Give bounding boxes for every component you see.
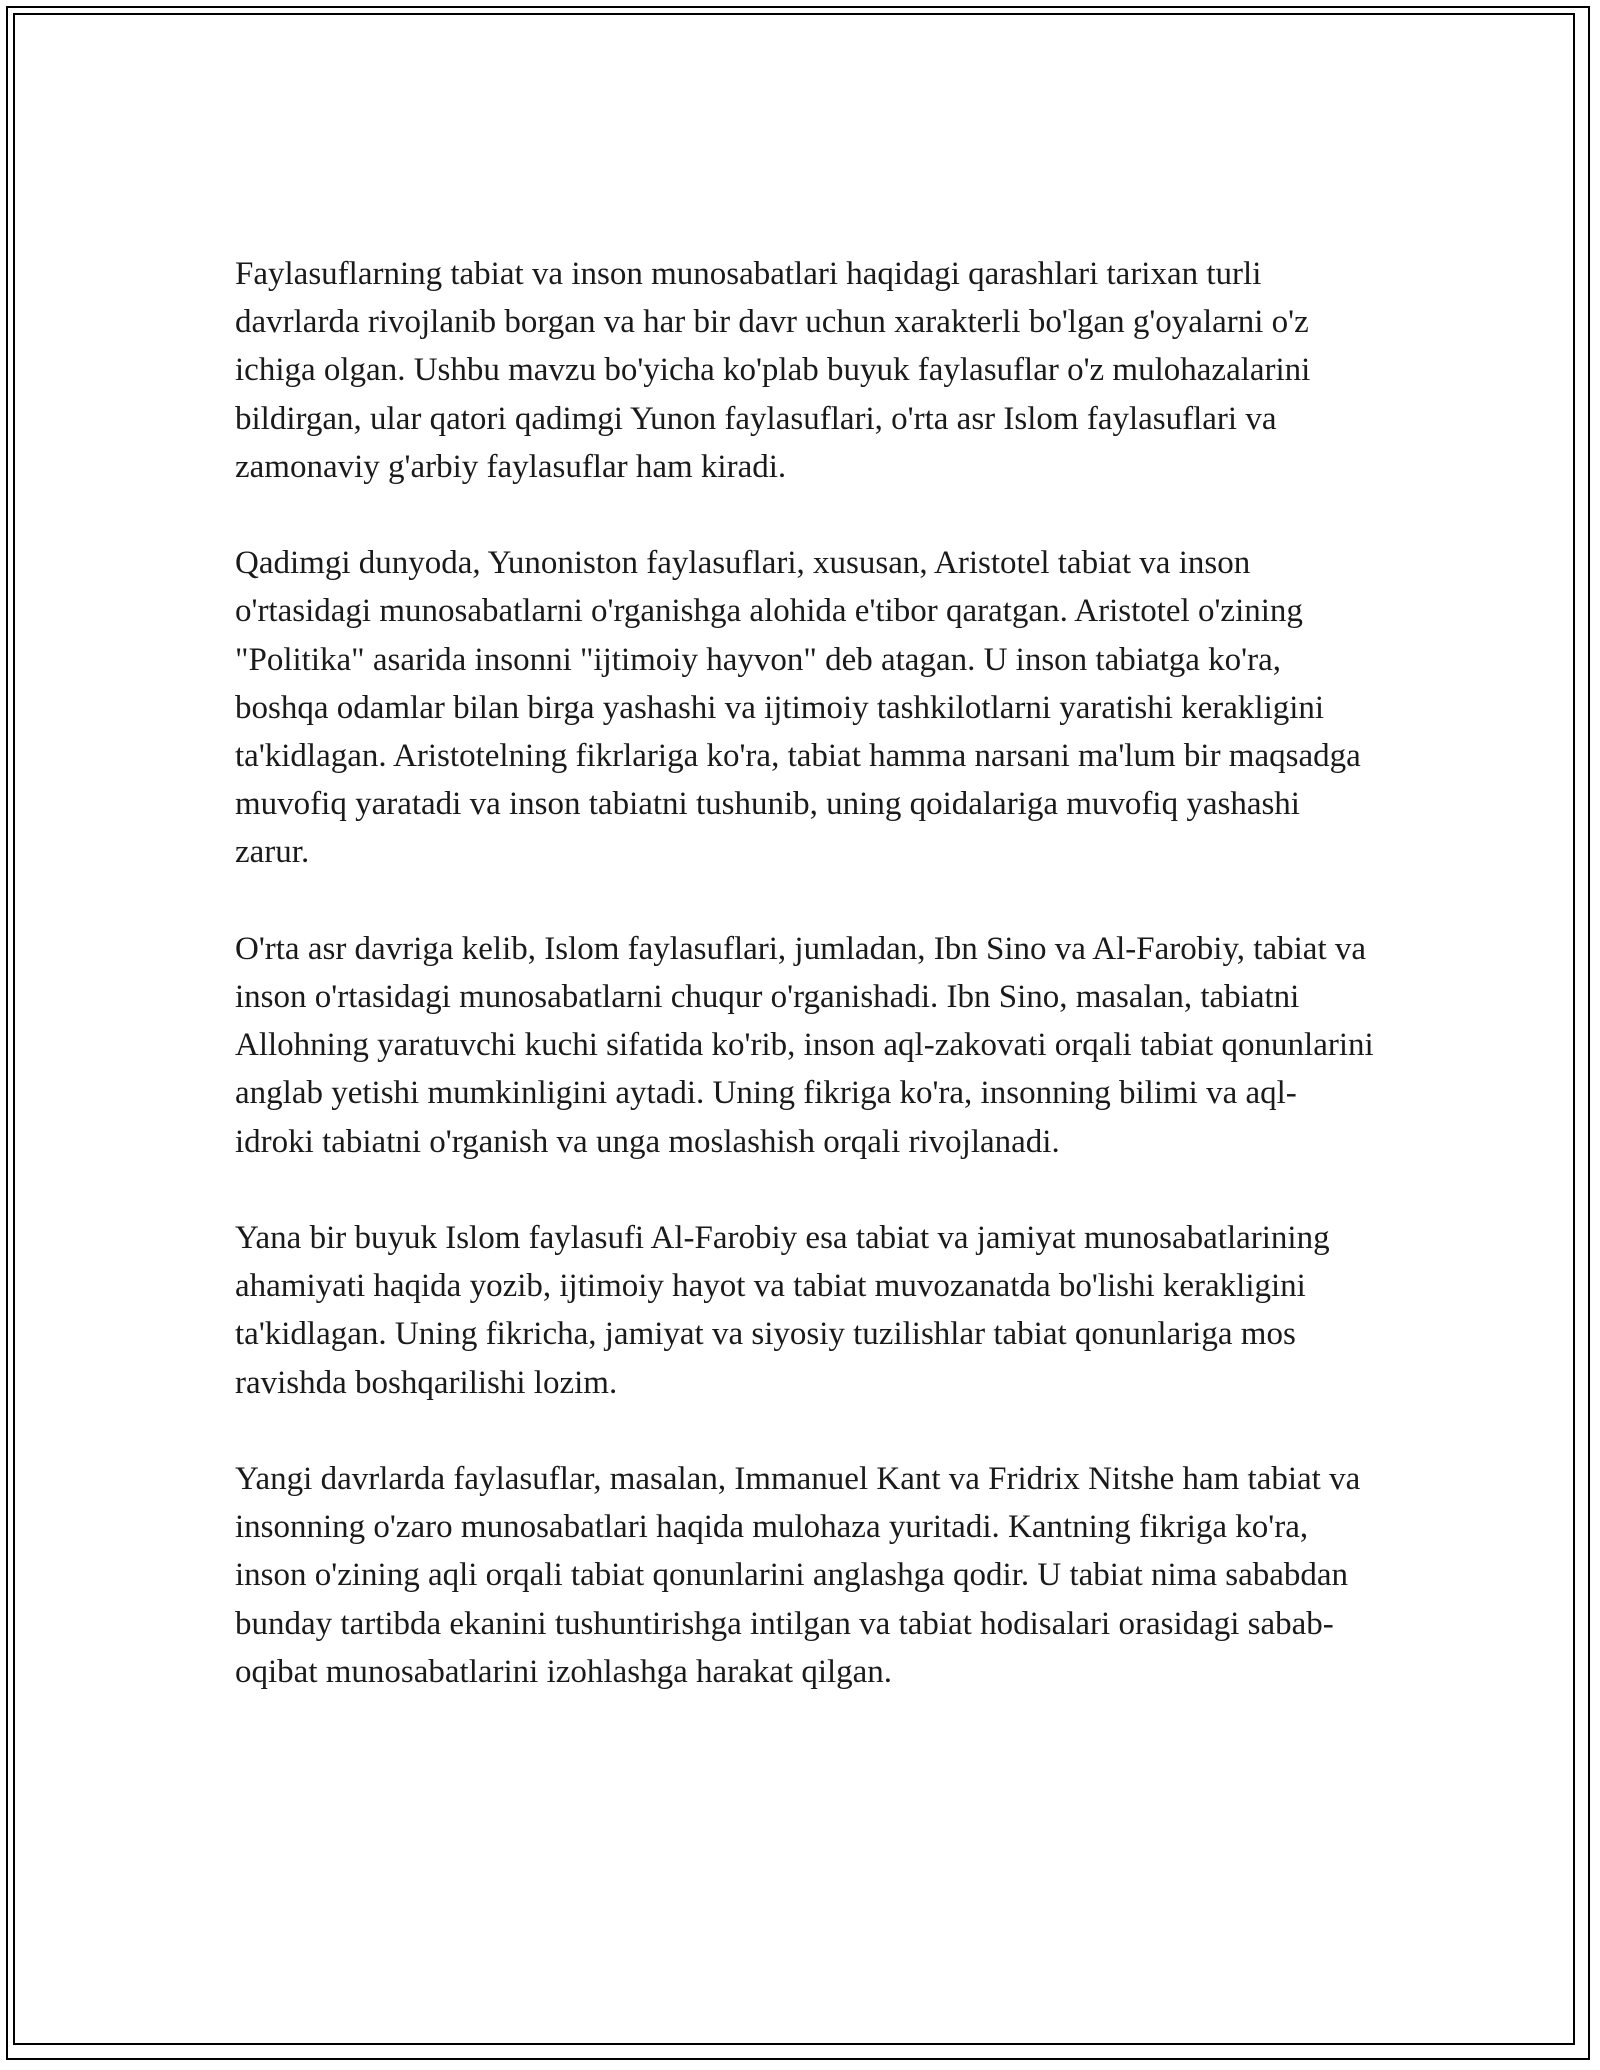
paragraph-3: O'rta asr davriga kelib, Islom faylasuflari, jumladan, Ibn Sino va Al-Farobiy, tabiat va inson o'rtasidagi munosabatlarni chuqur o'rganishadi. Ibn Sino, masalan, tabiatni Allohning yaratuvchi kuchi sifatida ko'rib, inson aql-zakovati orqali tabiat qonunlarini anglab yetishi mumkinligini aytadi. Uning fikriga ko'ra, insonning bilimi va aql-idroki tabiatni o'rganish va unga moslashish orqali rivojlanadi. bbox=[235, 930, 1374, 1160]
paragraph-4: Yana bir buyuk Islom faylasufi Al-Farobiy esa tabiat va jamiyat munosabatlarining ahamiyati haqida yozib, ijtimoiy hayot va tabiat muvozanatda bo'lishi kerakligini ta'kidlagan. Uning fikricha, jamiyat va siyosiy tuzilishlar tabiat qonunlariga mos ravishda boshqarilishi lozim. bbox=[235, 1220, 1330, 1401]
paragraph-2: Qadimgi dunyoda, Yunoniston faylasuflari, xususan, Aristotel tabiat va inson o'rtasidagi munosabatlarni o'rganishga alohida e'tibor qaratgan. Aristotel o'zining "Politika" asarida insonni "ijtimoiy hayvon" deb atagan. U inson tabiatga ko'ra, boshqa odamlar bilan birga yashashi va ijtimoiy tashkilotlarni yaratishi kerakligini ta'kidlagan. Aristotelning fikrlariga ko'ra, tabiat hamma narsani ma'lum bir maqsadga muvofiq yaratadi va inson tabiatni tushunib, uning qoidalariga muvofiq yashashi zarur. bbox=[235, 545, 1361, 871]
paragraph-1: Faylasuflarning tabiat va inson munosabatlari haqidagi qarashlari tarixan turli davrlarda rivojlanib borgan va har bir davr uchun xarakterli bo'lgan g'oyalarni o'z ichiga olgan. Ushbu mavzu bo'yicha ko'plab buyuk faylasuflar o'z mulohazalarini bildirgan, ular qatori qadimgi Yunon faylasuflari, o'rta asr Islom faylasuflari va zamonaviy g'arbiy faylasuflar ham kiradi. bbox=[235, 256, 1311, 485]
document-body bbox=[235, 250, 1375, 1696]
paragraph-5: Yangi davrlarda faylasuflar, masalan, Immanuel Kant va Fridrix Nitshe ham tabiat va insonning o'zaro munosabatlari haqida mulohaza yuritadi. Kantning fikriga ko'ra, inson o'zining aqli orqali tabiat qonunlarini anglashga qodir. U tabiat nima sababdan bunday tartibda ekanini tushuntirishga intilgan va tabiat hodisalari orasidagi sabab-oqibat munosabatlarini izohlashga harakat qilgan. bbox=[235, 1461, 1361, 1690]
